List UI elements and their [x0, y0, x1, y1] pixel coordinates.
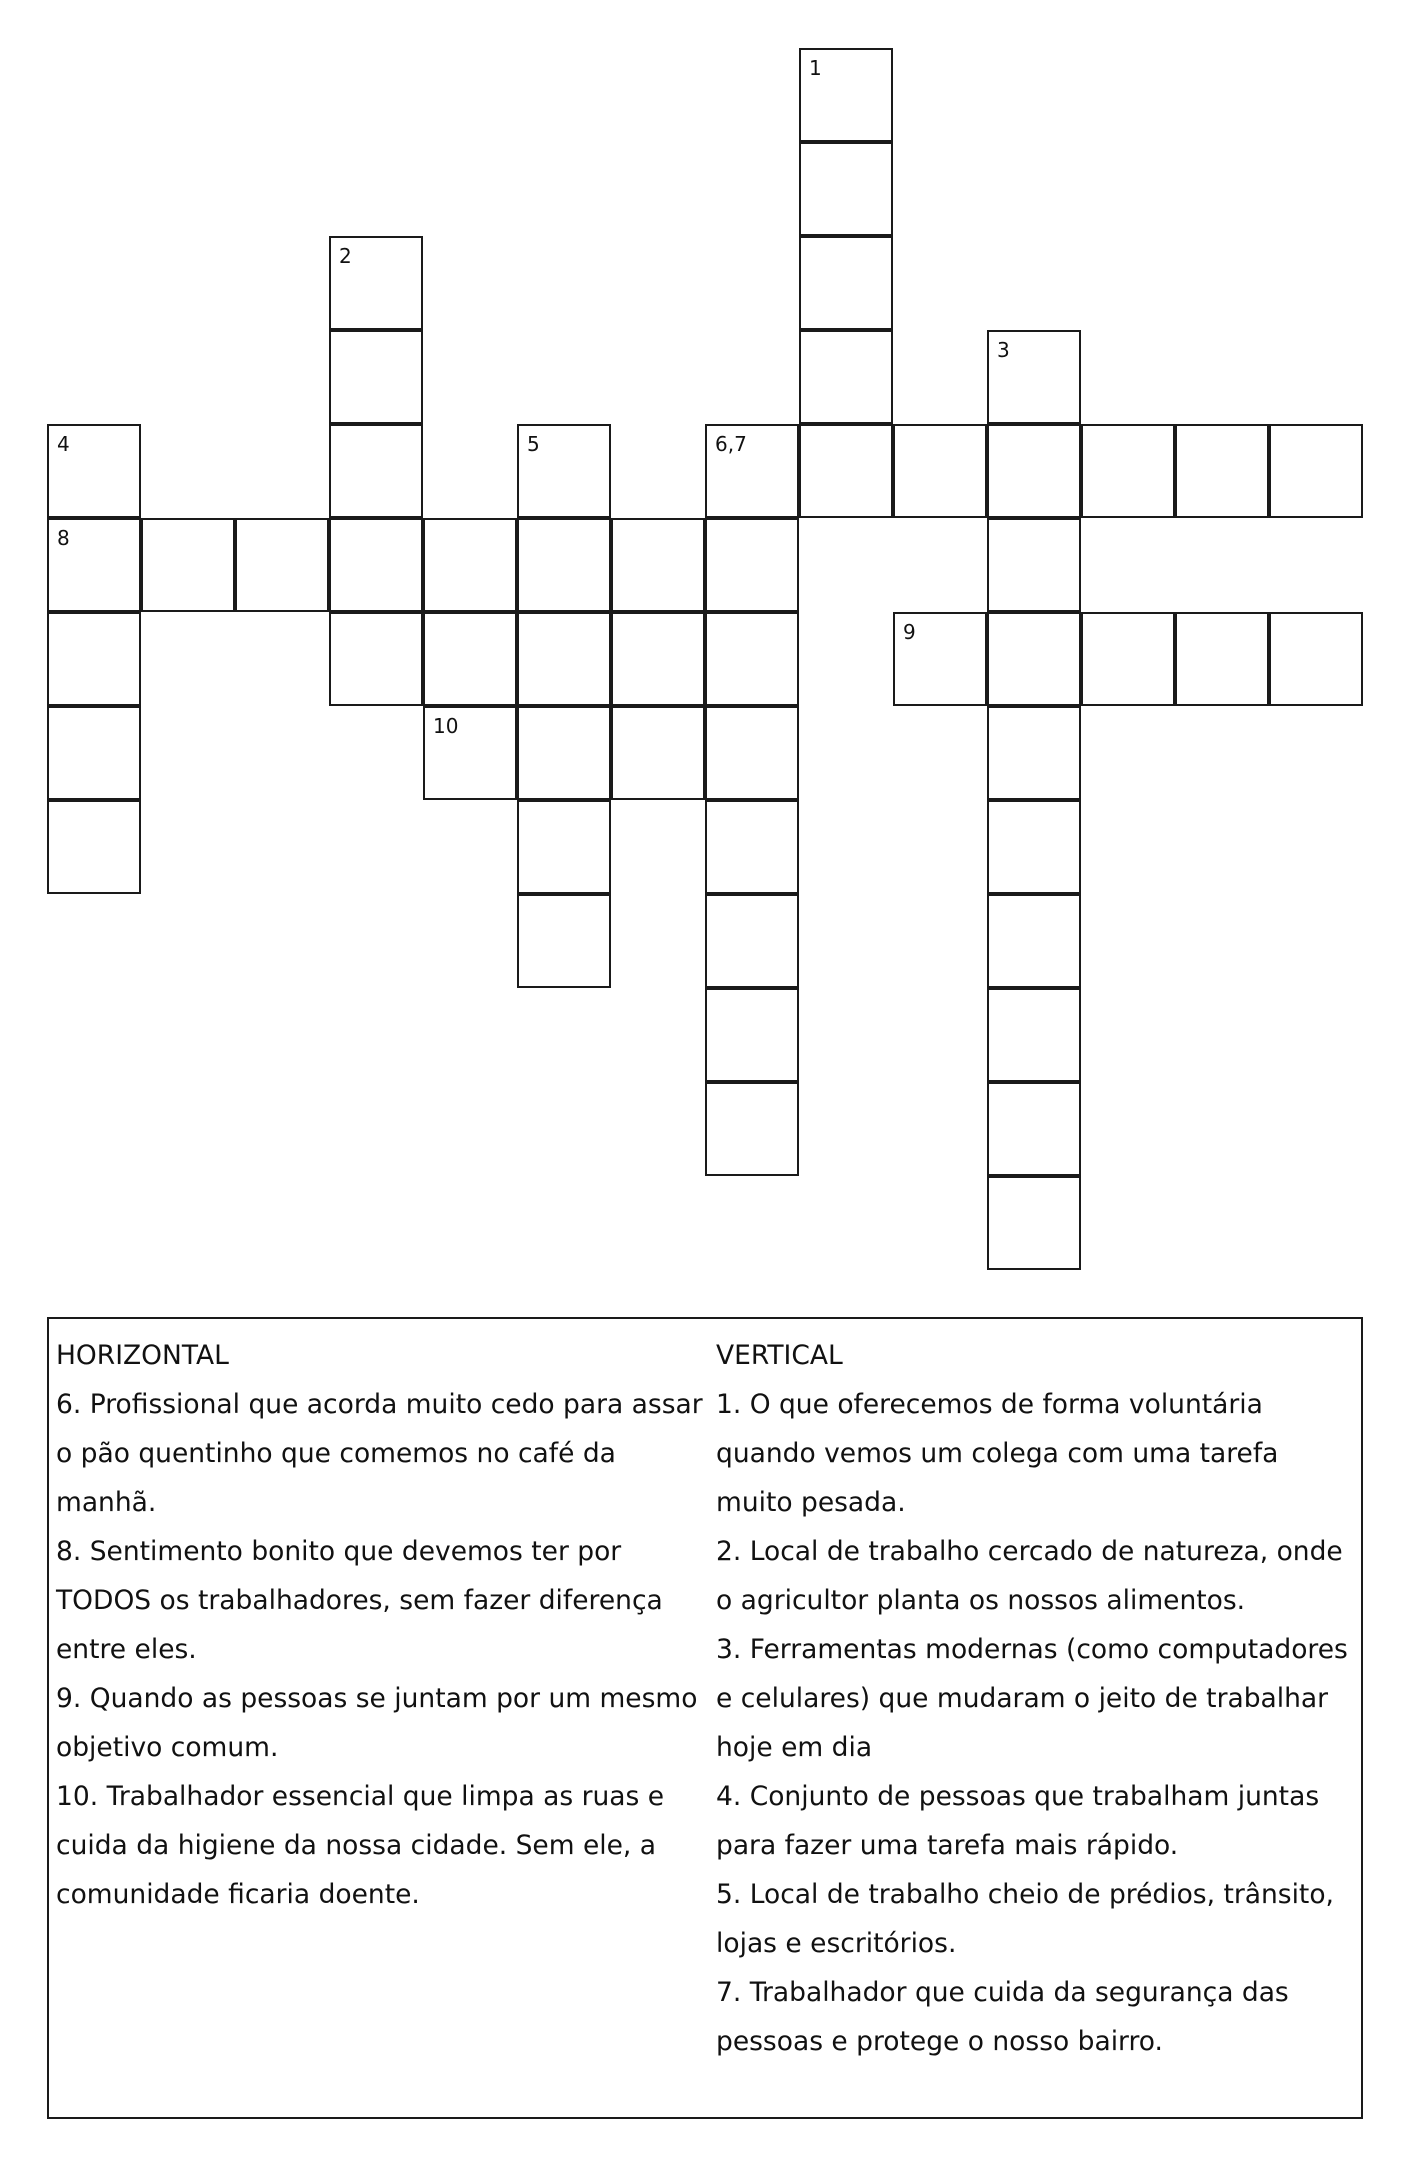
- vertical-clues: [716, 1331, 1361, 2066]
- clue-number: 6,7: [715, 432, 747, 456]
- crossword-cell[interactable]: [517, 894, 611, 988]
- crossword-cell[interactable]: [1175, 424, 1269, 518]
- crossword-cell-4[interactable]: [47, 424, 141, 518]
- clue-number: 10: [433, 714, 459, 738]
- clue-horizontal-6: 6. Profissional que acorda muito cedo para assar o pão quentinho que comemos no café da manhã.: [56, 1389, 703, 1518]
- crossword-cell[interactable]: [799, 424, 893, 518]
- crossword-cell[interactable]: [517, 800, 611, 894]
- horizontal-heading: HORIZONTAL: [56, 1340, 229, 1371]
- crossword-cell[interactable]: [799, 142, 893, 236]
- crossword-cell[interactable]: [235, 518, 329, 612]
- crossword-cell[interactable]: [611, 706, 705, 800]
- crossword-cell-8[interactable]: [47, 518, 141, 612]
- clue-horizontal-9: 9. Quando as pessoas se juntam por um mesmo objetivo comum.: [56, 1683, 698, 1763]
- crossword-cell[interactable]: [987, 800, 1081, 894]
- crossword-cell[interactable]: [329, 330, 423, 424]
- crossword-cell[interactable]: [517, 612, 611, 706]
- crossword-cell[interactable]: [705, 1082, 799, 1176]
- crossword-cell-1[interactable]: [799, 48, 893, 142]
- crossword-cell[interactable]: [47, 800, 141, 894]
- crossword-cell-3[interactable]: [987, 330, 1081, 424]
- crossword-cell[interactable]: [1175, 612, 1269, 706]
- crossword-cell-9[interactable]: [893, 612, 987, 706]
- clue-horizontal-8: 8. Sentimento bonito que devemos ter por TODOS os trabalhadores, sem fazer diferença entre eles.: [56, 1536, 663, 1665]
- crossword-cell[interactable]: [141, 518, 235, 612]
- clue-horizontal-10: 10. Trabalhador essencial que limpa as ruas e cuida da higiene da nossa cidade. Sem ele, a comunidade ficaria doente.: [56, 1781, 665, 1910]
- crossword-cell[interactable]: [423, 518, 517, 612]
- clue-number: 2: [339, 244, 352, 268]
- crossword-cell-6-7[interactable]: [705, 424, 799, 518]
- crossword-cell[interactable]: [1269, 424, 1363, 518]
- clue-number: 1: [809, 56, 822, 80]
- clue-vertical-7: 7. Trabalhador que cuida da segurança das pessoas e protege o nosso bairro.: [716, 1977, 1289, 2057]
- crossword-cell[interactable]: [517, 706, 611, 800]
- crossword-cell[interactable]: [47, 612, 141, 706]
- clue-vertical-5: 5. Local de trabalho cheio de prédios, trânsito, lojas e escritórios.: [716, 1879, 1334, 1959]
- crossword-cell[interactable]: [987, 706, 1081, 800]
- crossword-cell[interactable]: [705, 706, 799, 800]
- crossword-cell[interactable]: [705, 988, 799, 1082]
- clue-number: 3: [997, 338, 1010, 362]
- crossword-cell[interactable]: [329, 518, 423, 612]
- vertical-heading: VERTICAL: [716, 1340, 843, 1371]
- crossword-cell[interactable]: [987, 1082, 1081, 1176]
- crossword-cell[interactable]: [705, 612, 799, 706]
- crossword-cell[interactable]: [705, 894, 799, 988]
- crossword-cell[interactable]: [705, 800, 799, 894]
- clue-number: 9: [903, 620, 916, 644]
- clue-vertical-2: 2. Local de trabalho cercado de natureza, onde o agricultor planta os nossos alimentos.: [716, 1536, 1343, 1616]
- crossword-cell[interactable]: [987, 612, 1081, 706]
- crossword-cell[interactable]: [987, 518, 1081, 612]
- crossword-cell[interactable]: [1269, 612, 1363, 706]
- clues-box: [47, 1317, 1363, 2119]
- crossword-cell[interactable]: [423, 612, 517, 706]
- crossword-cell-10[interactable]: [423, 706, 517, 800]
- crossword-cell[interactable]: [705, 518, 799, 612]
- crossword-cell[interactable]: [611, 518, 705, 612]
- crossword-cell-5[interactable]: [517, 424, 611, 518]
- crossword-cell[interactable]: [517, 518, 611, 612]
- clue-number: 4: [57, 432, 70, 456]
- crossword-cell[interactable]: [987, 424, 1081, 518]
- horizontal-clues: [56, 1331, 716, 1919]
- crossword-cell[interactable]: [611, 612, 705, 706]
- clue-vertical-1: 1. O que oferecemos de forma voluntária quando vemos um colega com uma tarefa muito pesada.: [716, 1389, 1279, 1518]
- clue-number: 5: [527, 432, 540, 456]
- crossword-cell[interactable]: [987, 894, 1081, 988]
- crossword-cell[interactable]: [1081, 424, 1175, 518]
- crossword-cell[interactable]: [799, 236, 893, 330]
- crossword-cell[interactable]: [799, 330, 893, 424]
- clue-vertical-3: 3. Ferramentas modernas (como computadores e celulares) que mudaram o jeito de trabalhar hoje em dia: [716, 1634, 1348, 1763]
- crossword-cell[interactable]: [893, 424, 987, 518]
- crossword-cell[interactable]: [987, 1176, 1081, 1270]
- clue-number: 8: [57, 526, 70, 550]
- clue-vertical-4: 4. Conjunto de pessoas que trabalham juntas para fazer uma tarefa mais rápido.: [716, 1781, 1320, 1861]
- crossword-cell-2[interactable]: [329, 236, 423, 330]
- crossword-cell[interactable]: [1081, 612, 1175, 706]
- crossword-cell[interactable]: [987, 988, 1081, 1082]
- crossword-cell[interactable]: [329, 424, 423, 518]
- crossword-cell[interactable]: [329, 612, 423, 706]
- crossword-cell[interactable]: [47, 706, 141, 800]
